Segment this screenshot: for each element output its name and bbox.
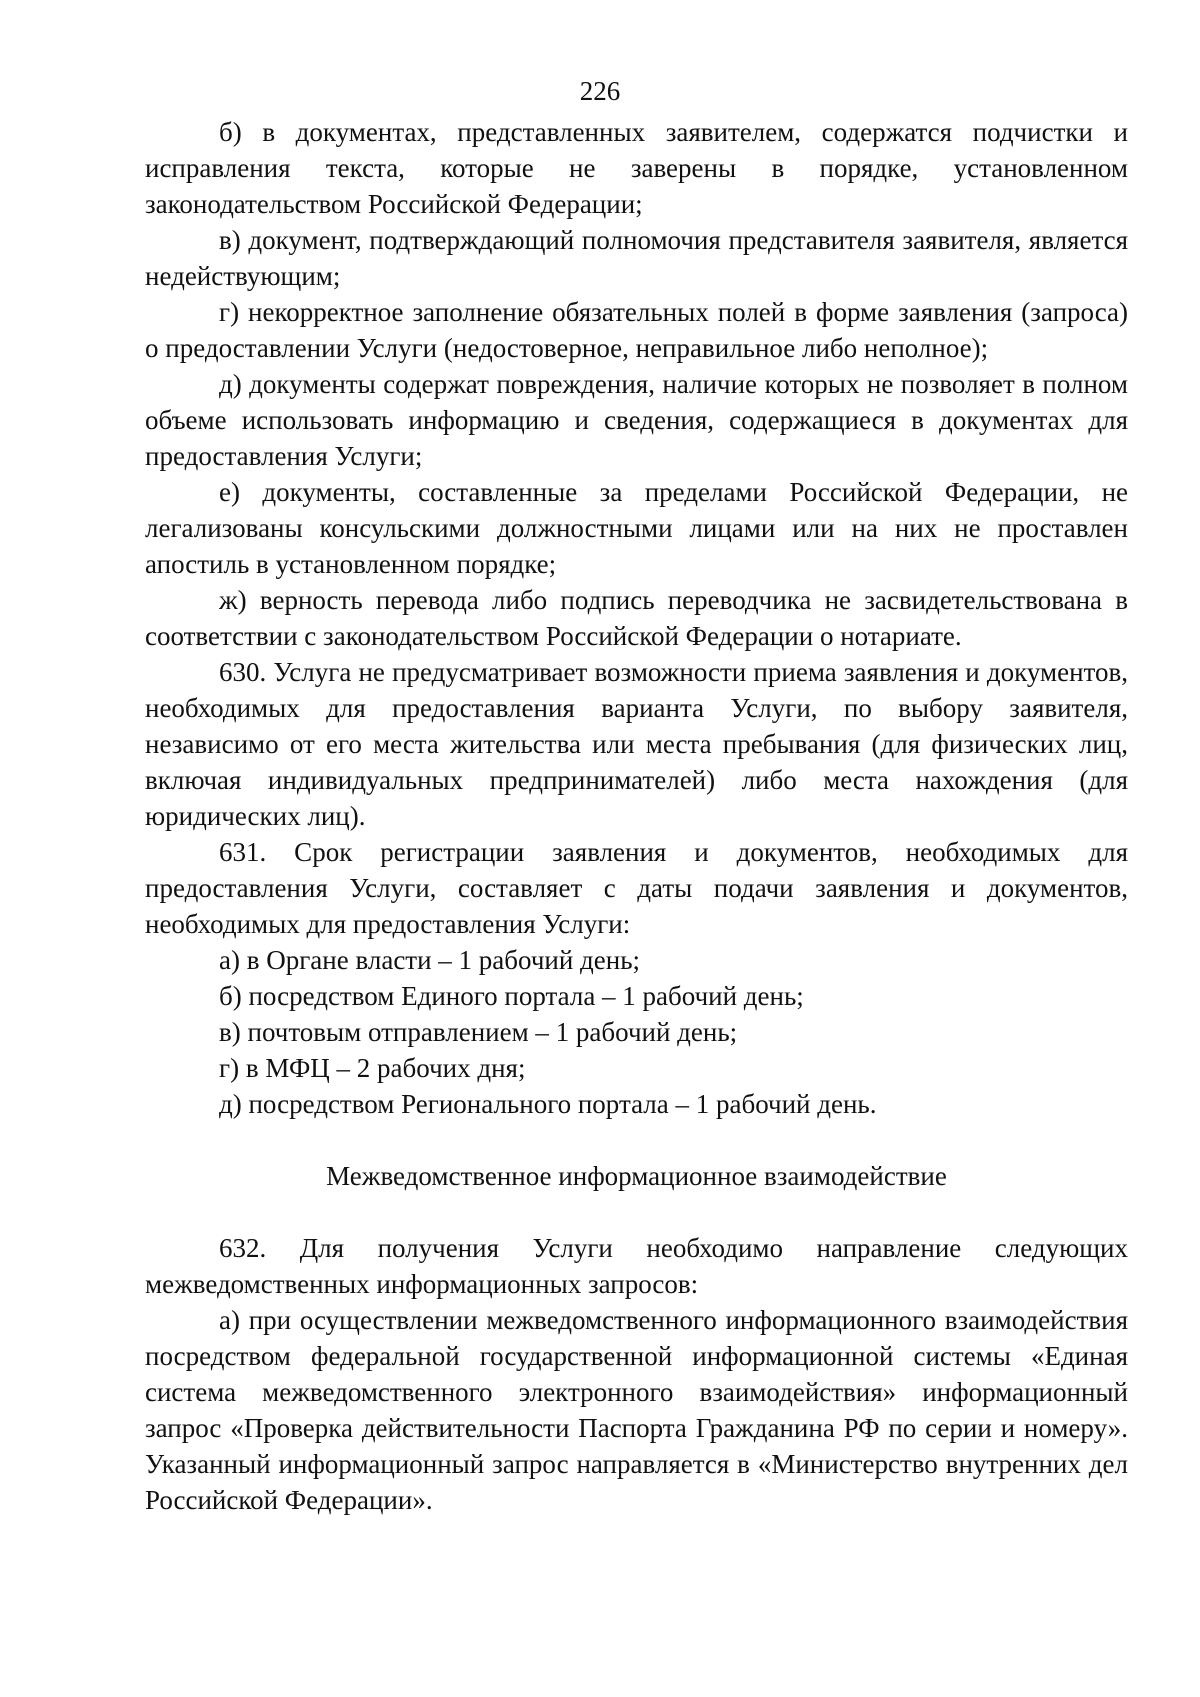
paragraph-item-e: е) документы, составленные за пределами Российской Федерации, не легализованы консульскими должностными лицами или на них не проставлен апостиль в установленном порядке; [145,477,1128,579]
list-item-631-d: д) посредством Регионального портала – 1 рабочий день. [219,1089,877,1119]
list-item-631-a: а) в Органе власти – 1 рабочий день; [219,945,641,975]
paragraph-630: 630. Услуга не предусматривает возможности приема заявления и документов, необходимых для предоставления варианта Услуги, по выбору заявителя, независимо от его места жительства или места пребывания (для физических лиц, включая индивидуальных предпринимателей) либо места нахождения (для юридических лиц). [145,657,1128,831]
document-body [145,114,1128,1518]
paragraph-item-d: д) документы содержат повреждения, наличие которых не позволяет в полном объеме использовать информацию и сведения, содержащиеся в документах для предоставления Услуги; [145,369,1128,471]
paragraph-632-a: а) при осуществлении межведомственного информационного взаимодействия посредством федеральной государственной информационной системы «Единая система межведомственного электронного взаимодействия» информационный запрос «Проверка действительности Паспорта Гражданина РФ по серии и номеру». Указанный информационный запрос направляется в «Министерство внутренних дел Российской Федерации». [145,1305,1128,1515]
paragraph-631: 631. Срок регистрации заявления и документов, необходимых для предоставления Услуги, составляет с даты подачи заявления и документов, необходимых для предоставления Услуги: [145,837,1128,939]
paragraph-item-v: в) документ, подтверждающий полномочия представителя заявителя, является недействующим; [145,225,1128,291]
paragraph-item-zh: ж) верность перевода либо подпись переводчика не засвидетельствована в соответствии с законодательством Российской Федерации о нотариате. [145,585,1128,651]
list-item-631-b: б) посредством Единого портала – 1 рабочий день; [219,981,804,1011]
paragraph-632: 632. Для получения Услуги необходимо направление следующих межведомственных информационных запросов: [145,1233,1128,1299]
paragraph-item-b: б) в документах, представленных заявителем, содержатся подчистки и исправления текста, которые не заверены в порядке, установленном законодательством Российской Федерации; [145,117,1128,219]
section-heading: Межведомственное информационное взаимодействие [326,1161,947,1191]
list-item-631-g: г) в МФЦ – 2 рабочих дня; [219,1053,526,1083]
list-item-631-v: в) почтовым отправлением – 1 рабочий день; [219,1017,738,1047]
page-number: 226 [579,76,621,106]
paragraph-item-g: г) некорректное заполнение обязательных полей в форме заявления (запроса) о предоставлении Услуги (недостоверное, неправильное либо неполное); [145,297,1128,363]
